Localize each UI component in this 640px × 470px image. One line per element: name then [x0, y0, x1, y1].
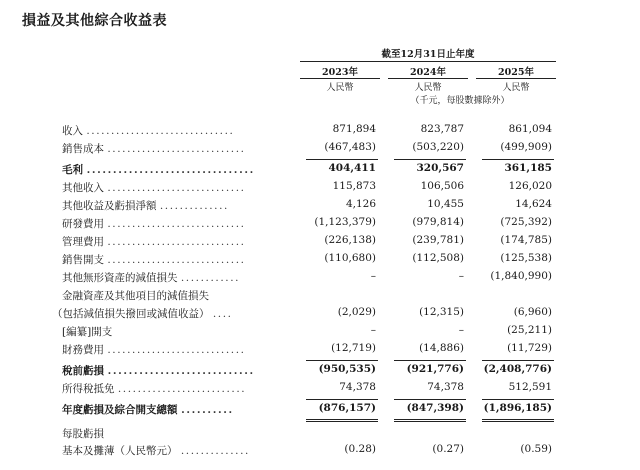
value-2023: (2,029)	[337, 306, 376, 318]
value-2025: (1,896,185)	[483, 402, 552, 414]
value-2024: 320,567	[416, 162, 464, 174]
table-row	[0, 402, 640, 420]
table-row	[0, 180, 640, 198]
subtotal-rule	[394, 159, 466, 160]
value-2024: (847,398)	[406, 402, 464, 414]
value-2025: (25,211)	[507, 324, 552, 336]
value-2025: 512,591	[508, 381, 552, 393]
table-row	[0, 198, 640, 216]
value-2024: 74,378	[427, 381, 464, 393]
currency-label: 人民幣	[414, 83, 442, 93]
value-2025: (499,909)	[500, 141, 552, 153]
value-2023: (12,719)	[331, 342, 376, 354]
year-header-2023: 2023年	[322, 67, 358, 78]
year-rule	[300, 78, 380, 79]
currency-label: 人民幣	[326, 83, 354, 93]
unit-note: （千元，每股數據除外）	[410, 96, 510, 106]
row-label: 管理費用 ............................	[62, 236, 246, 248]
value-2024: 106,506	[420, 180, 464, 192]
row-label: （包括減值損失撥回或減值收益） ....	[52, 308, 233, 320]
value-2025: 861,094	[508, 123, 552, 135]
row-label: 稅前虧損 ............................	[62, 365, 255, 377]
row-label: 財務費用 ............................	[62, 344, 246, 356]
period-header: 截至12月31日止年度	[381, 49, 475, 60]
value-2023: 115,873	[332, 180, 376, 192]
period-rule	[300, 61, 556, 62]
value-2025: (2,408,776)	[483, 363, 552, 375]
value-2023: (1,123,379)	[314, 216, 376, 228]
value-2024: 10,455	[427, 198, 464, 210]
value-2023: (950,535)	[318, 363, 376, 375]
value-2023: (0.28)	[344, 443, 376, 455]
table-row	[0, 363, 640, 381]
row-label: 研發費用 ............................	[62, 218, 246, 230]
value-2025: (6,960)	[513, 306, 552, 318]
value-2024: (112,508)	[412, 252, 464, 264]
subtotal-rule	[394, 360, 466, 361]
subtotal-rule	[306, 159, 378, 160]
value-2023: –	[370, 324, 376, 336]
table-row	[0, 288, 640, 306]
value-2025: 126,020	[508, 180, 552, 192]
year-header-2025: 2025年	[498, 67, 534, 78]
table-row	[0, 324, 640, 342]
value-2024: (503,220)	[412, 141, 464, 153]
total-double-rule	[394, 419, 466, 422]
page-title: 損益及其他綜合收益表	[22, 13, 167, 29]
value-2025: (1,840,990)	[490, 270, 552, 282]
year-rule	[388, 78, 468, 79]
subtotal-rule	[482, 399, 554, 400]
value-2024: (0.27)	[432, 443, 464, 455]
value-2025: (11,729)	[507, 342, 552, 354]
value-2024: (12,315)	[419, 306, 464, 318]
table-row	[0, 381, 640, 399]
subtotal-rule	[482, 360, 554, 361]
table-row	[0, 443, 640, 461]
row-label: 收入 ..............................	[62, 125, 235, 137]
subtotal-rule	[394, 399, 466, 400]
value-2023: 871,894	[332, 123, 376, 135]
value-2024: –	[458, 324, 464, 336]
value-2025: (725,392)	[500, 216, 552, 228]
value-2023: (876,157)	[318, 402, 376, 414]
total-double-rule	[306, 419, 378, 422]
row-label: 金融資產及其他項目的減值損失	[62, 290, 209, 302]
subtotal-rule	[482, 159, 554, 160]
table-row	[0, 141, 640, 159]
value-2024: (14,886)	[419, 342, 464, 354]
year-rule	[476, 78, 556, 79]
table-row	[0, 252, 640, 270]
table-row	[0, 216, 640, 234]
value-2024: 823,787	[420, 123, 464, 135]
value-2025: (125,538)	[500, 252, 552, 264]
year-header-2024: 2024年	[410, 67, 446, 78]
subtotal-rule	[306, 399, 378, 400]
value-2023: (110,680)	[324, 252, 376, 264]
value-2025: 361,185	[504, 162, 552, 174]
currency-label: 人民幣	[502, 83, 530, 93]
row-label: 其他無形資產的減值損失 ............	[62, 272, 241, 284]
value-2025: (0.59)	[520, 443, 552, 455]
row-label: 其他收入 ............................	[62, 182, 246, 194]
row-label: 毛利 ................................	[62, 164, 255, 176]
value-2023: –	[370, 270, 376, 282]
row-label: 銷售開支 ............................	[62, 254, 246, 266]
row-label: 每股虧損	[62, 428, 104, 440]
row-label: 所得稅抵免 ..........................	[62, 383, 247, 395]
total-double-rule	[482, 419, 554, 422]
value-2023: (226,138)	[324, 234, 376, 246]
row-label: 銷售成本 ............................	[62, 143, 246, 155]
subtotal-rule	[306, 360, 378, 361]
value-2023: (467,483)	[324, 141, 376, 153]
value-2024: –	[458, 270, 464, 282]
value-2024: (921,776)	[406, 363, 464, 375]
value-2023: 4,126	[345, 198, 376, 210]
table-row	[0, 342, 640, 360]
row-label: 年度虧損及綜合開支總額 ..........	[62, 404, 234, 416]
value-2025: (174,785)	[500, 234, 552, 246]
table-row	[0, 306, 640, 324]
table-row	[0, 270, 640, 288]
row-label: [編纂]開支	[62, 326, 113, 338]
value-2023: 404,411	[328, 162, 376, 174]
table-row	[0, 426, 640, 444]
table-row	[0, 162, 640, 180]
value-2024: (979,814)	[412, 216, 464, 228]
value-2024: (239,781)	[412, 234, 464, 246]
value-2023: 74,378	[339, 381, 376, 393]
value-2025: 14,624	[515, 198, 552, 210]
row-label: 其他收益及虧損淨額 ..............	[62, 200, 229, 212]
table-row	[0, 123, 640, 141]
table-row	[0, 234, 640, 252]
row-label: 基本及攤薄（人民幣元） ..............	[62, 445, 250, 457]
